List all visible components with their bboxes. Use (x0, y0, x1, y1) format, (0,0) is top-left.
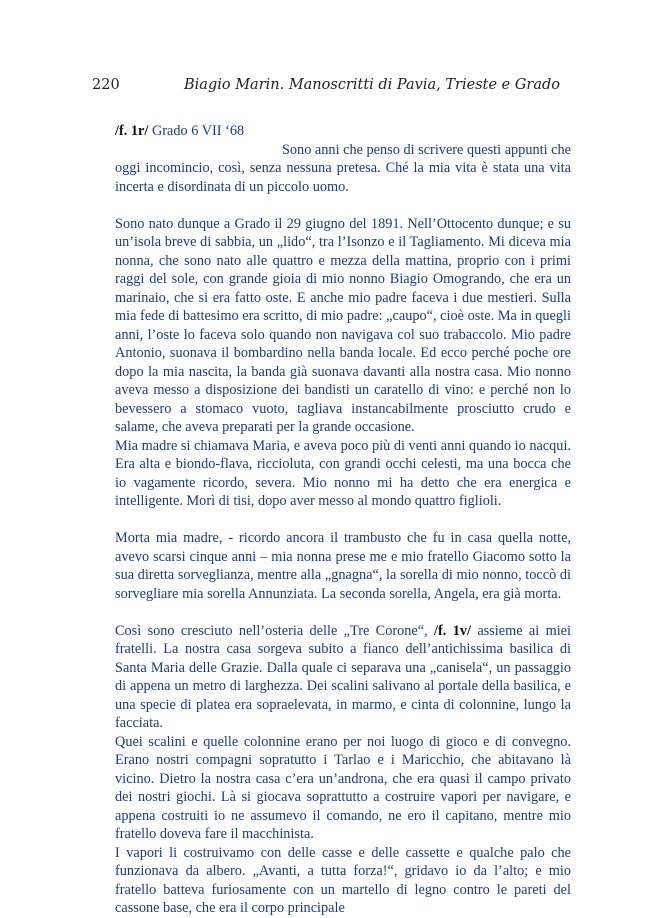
paragraph-mother: Mia madre si chiamava Maria, e aveva poco più di venti anni quando io nacqui. Era alta e biondo-flava, riccioluta, con grandi occhi celesti, ma una bocca che io vagamente ricordo, severa. Mio nonno mi ha detto che era energica e intelligente. Morì di tisi, dopo aver messo al mondo quattro figlioli. (115, 437, 571, 509)
paragraph-osteria-start: Così sono cresciuto nell’osteria delle „Tre Corone“, (115, 622, 435, 639)
opening-first-line: Sono anni che penso di scrivere questi appunti che (281, 141, 571, 158)
folio-marker: /f. 1r/ (115, 123, 149, 139)
document-body (115, 122, 571, 918)
paragraph-mother-death: Morta mia madre, - ricordo ancora il trambusto che fu in casa quella notte, avevo scarsi cinque anni – mia nonna prese me e mio fratello Giacomo sotto la sua diretta sorveglianza, mentre alla „gnagna“, la sorella di mio nonno, toccò di sorvegliare mia sorella Annunziata. La seconda sorella, Angela, era già morta. (115, 530, 571, 602)
paragraph-steamers: I vapori li costruivamo con delle casse e delle cassette e qualche palo che funzionava da albero. „Avanti, a tutta forza!“, gridavo io da l’alto; e mio fratello batteva furiosamente con un martello di legno contro le pareti del cassone base, che era il corpo principale (115, 844, 571, 916)
opening-rest: oggi incomincio, così, senza nessuna pretesa. Ché la mia vita è stata una vita incerta e disordinata di un piccolo uomo. (115, 160, 571, 195)
page-number: 220 (92, 77, 120, 93)
entry-heading (115, 122, 571, 141)
entry-date: Grado 6 VII ‘68 (151, 123, 245, 139)
folio-marker-1v: /f. 1v/ (434, 622, 471, 639)
paragraph-birth: Sono nato dunque a Grado il 29 giugno del 1891. Nell’Ottocento dunque; e su un’isola breve di sabbia, un „lido“, tra l’Isonzo e il Tagliamento. Mi diceva mia nonna, che sono nato alle quattro e mezza della mattina, proprio con i primi raggi del sole, con grande gioia di mio nonno Biagio Omogrando, che era un marinaio, che si era fatto oste. E anche mio padre faceva i due mestieri. Sulla mia fede di battesimo era scritto, di mio padre: „caupo“, cioè oste. Ma in quegli anni, l’oste lo faceva solo quando non navigava col suo trabaccolo. Mio padre Antonio, suonava il bombardino nella banda locale. Ed ecco perché poche ore dopo la mia nascita, la banda già suonava davanti alla nostra casa. Mio nonno aveva messo a disposizione dei bandisti un caratello di vino: e perché non lo bevessero a stomaco vuoto, tagliava instancabilmente prosciutto crudo e salame, che aveva preparati per la grande occasione. (115, 215, 571, 435)
paragraph-osteria-end: assieme ai miei fratelli. La nostra casa sorgeva subito a fianco dell’antichissima basilica di Santa Maria delle Grazie. Dalla quale ci separava una „canisela“, un passaggio di appena un metro di larghezza. Dei scalini salivano al portale della basilica, e una specie di platea era sopraelevata, in marmo, e cinta di colonnine, lungo la facciata. (115, 622, 571, 731)
running-title: Biagio Marin. Manoscritti di Pavia, Trieste e Grado (184, 77, 561, 93)
paragraph-osteria (115, 622, 571, 733)
opening-paragraph (115, 122, 571, 196)
paragraph-games: Quei scalini e quelle colonnine erano per noi luogo di gioco e di convegno. Erano nostri compagni sopratutto i Tarlao e i Maricchio, che abitavano là vicino. Dietro la nostra casa c’era un’androna, che era quasi il campo privato dei nostri giochi. Là si giocava soprattutto a costruire vapori per navigare, e appena costruiti io ne assumevo il comando, ne ero il capitano, mentre mio fratello doveva fare il macchinista. (115, 733, 571, 842)
